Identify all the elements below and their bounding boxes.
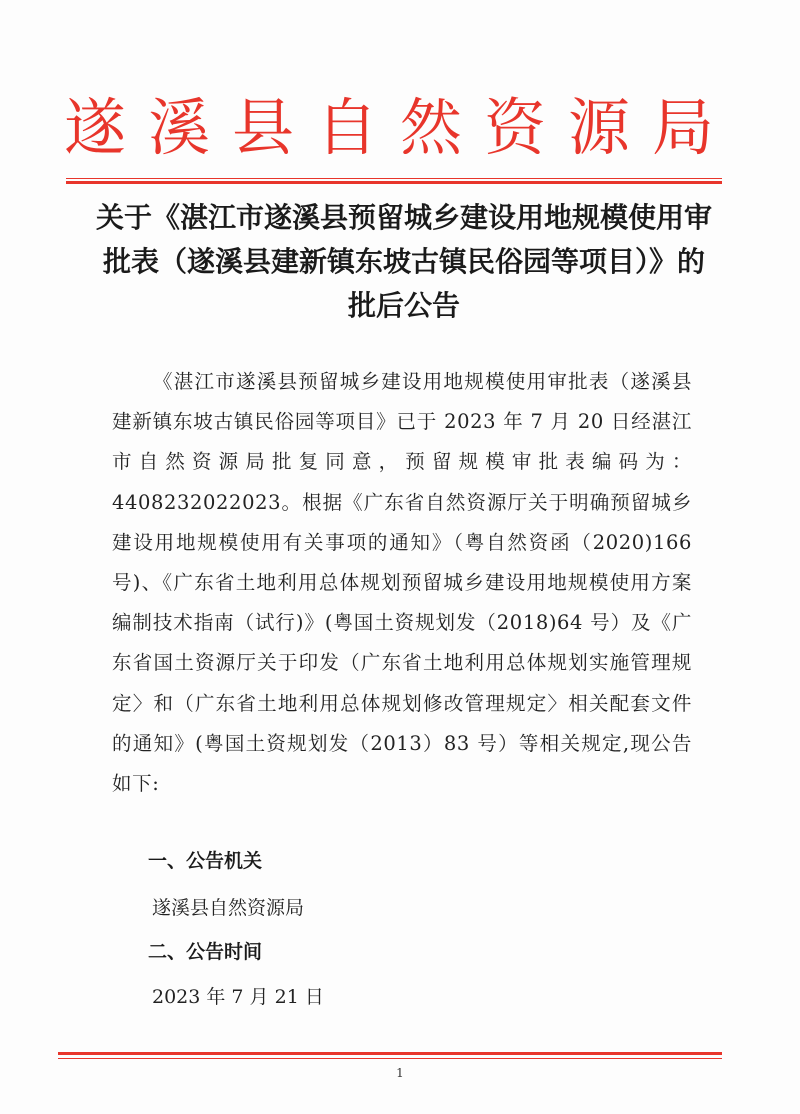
body-paragraph: 《湛江市遂溪县预留城乡建设用地规模使用审批表（遂溪县建新镇东坡古镇民俗园等项目》已于 2023 年 7 月 20 日经湛江市自然资源局批复同意，预留规模审批表编码为：4408232022023。根据《广东省自然资源厅关于明确预留城乡建设用地规模使用有关事项的通知》（粤自然资函（2020)166 号)、《广东省土地利用总体规划预留城乡建设用地规模使用方案编制技术指南（试行)》(粤国土资规划发（2018)64 号）及《广东省国土资源厅关于印发（广东省土地利用总体规划实施管理规定〉和（广东省土地利用总体规划修改管理规定〉相关配套文件的通知》(粤国土资规划发（2013）83 号）等相关规定,现公告如下: (112, 370, 692, 796)
header-divider (66, 178, 722, 184)
document-title: 关于《湛江市遂溪县预留城乡建设用地规模使用审批表（遂溪县建新镇东坡古镇民俗园等项目）》的批后公告 (96, 201, 713, 322)
page-number: 1 (396, 1066, 404, 1080)
section-heading-authority: 一、公告机关 (148, 850, 263, 872)
document-body (112, 362, 692, 804)
section-heading-date: 二、公告时间 (148, 941, 263, 963)
section-content-authority: 遂溪县自然资源局 (152, 897, 305, 919)
section-content-date: 2023 年 7 月 21 日 (152, 986, 324, 1008)
footer-divider (58, 1052, 722, 1059)
organization-header: 遂溪县自然资源局 (63, 91, 736, 164)
